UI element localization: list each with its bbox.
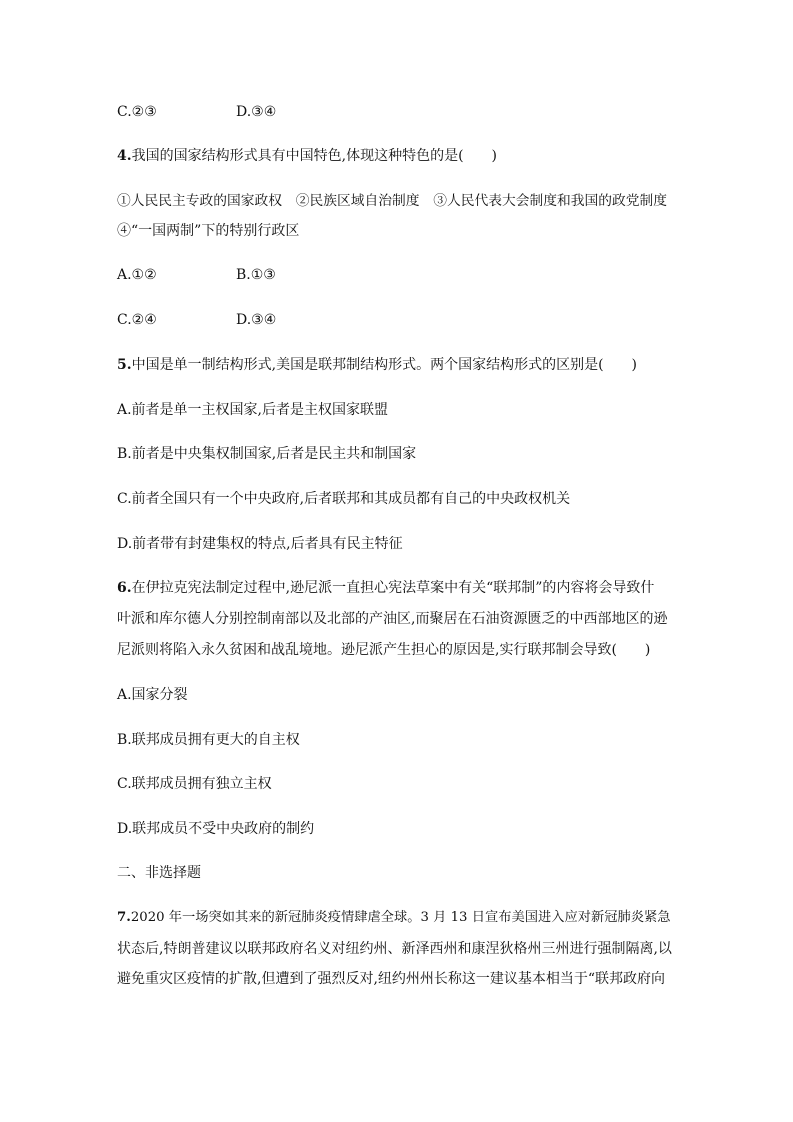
q6-option-d: D.联邦成员不受中央政府的制约 [117, 821, 315, 837]
q6-option-b: B.联邦成员拥有更大的自主权 [117, 732, 300, 748]
q4-option-a: A.①② [117, 267, 157, 283]
q5-option-c: C.前者全国只有一个中央政府,后者联邦和其成员都有自己的中央政权机关 [117, 491, 571, 507]
q5-number: 5. [117, 357, 132, 373]
q7-stem-1: 2020 年一场突如其来的新冠肺炎疫情肆虐全球。3 月 13 日宣布美国进入应对新冠肺炎紧急 [130, 910, 671, 925]
q6-stem-line-2: 叶派和库尔德人分别控制南部以及北部的产油区,而聚居在石油资源匮乏的中西部地区的逊 [117, 611, 668, 627]
q6-stem-1: 在伊拉克宪法制定过程中,逊尼派一直担心宪法草案中有关“联邦制”的内容将会导致什 [131, 580, 655, 596]
section-title: 二、非选择题 [117, 865, 201, 881]
q4-option-d: D.③④ [236, 312, 277, 328]
q4-option-b: B.①③ [236, 267, 276, 283]
q7-stem-line-2: 状态后,特朗普建议以联邦政府名义对纽约州、新泽西州和康涅狄格州三州进行强制隔离,以 [117, 941, 672, 957]
q7-number: 7. [117, 910, 131, 925]
q6-option-a: A.国家分裂 [117, 687, 188, 703]
q5-option-a: A.前者是单一主权国家,后者是主权国家联盟 [117, 402, 389, 418]
q5-stem: 中国是单一制结构形式,美国是联邦制结构形式。两个国家结构形式的区别是( ) [131, 357, 637, 373]
q7-stem-line-3: 避免重灾区疫情的扩散,但遭到了强烈反对,纽约州州长称这一建议基本相当于“联邦政府向 [117, 971, 666, 987]
q6-stem-line-3: 尼派则将陷入永久贫困和战乱境地。逊尼派产生担心的原因是,实行联邦制会导致( ) [117, 642, 651, 658]
q3-option-d: D.③④ [236, 104, 277, 120]
q6-number: 6. [117, 580, 132, 596]
q4-items-line-2: ④“一国两制”下的特别行政区 [117, 223, 300, 239]
q7-stem-line-1 [117, 908, 670, 928]
q4-stem: 我国的国家结构形式具有中国特色,体现这种特色的是( ) [131, 148, 497, 164]
q4-number: 4. [117, 148, 132, 164]
q5-option-d: D.前者带有封建集权的特点,后者具有民主特征 [117, 536, 403, 552]
q5-option-b: B.前者是中央集权制国家,后者是民主共和制国家 [117, 446, 417, 462]
q5-stem-line [117, 355, 637, 375]
q4-option-c: C.②④ [117, 312, 157, 328]
q6-stem-line-1 [117, 578, 654, 598]
q3-option-c: C.②③ [117, 104, 157, 120]
q4-items-line-1: ①人民民主专政的国家政权 ②民族区域自治制度 ③人民代表大会制度和我国的政党制度 [117, 193, 668, 209]
q4-stem-line [117, 146, 497, 166]
q6-option-c: C.联邦成员拥有独立主权 [117, 776, 272, 792]
